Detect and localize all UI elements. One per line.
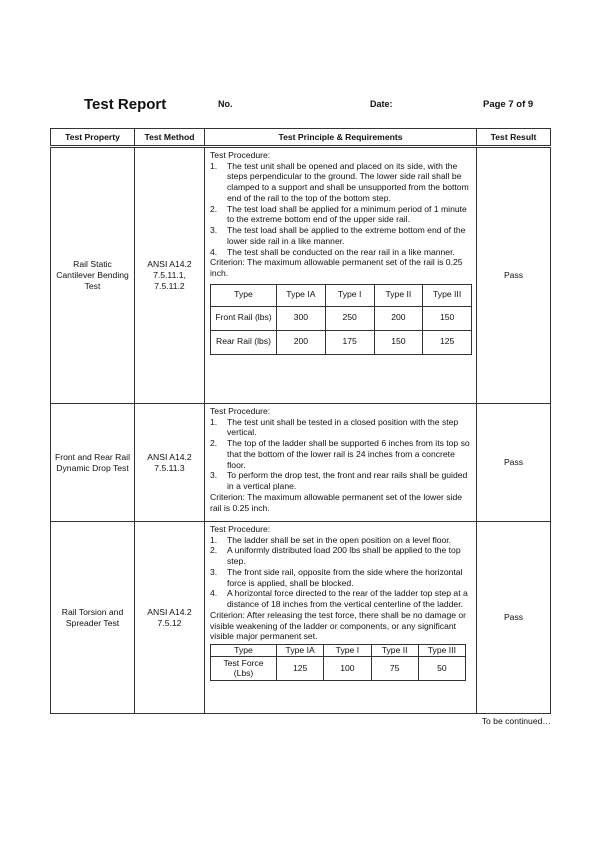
subtable-row [211,657,466,681]
report-number-label: No. [218,99,233,109]
criterion-text: Criterion: After releasing the test force, there shall be no damage or visible weakening of the ladder or components, or any significant visible major permanent set. [210,609,467,642]
procedure-step: 1. The ladder shall be set in the open position on a level floor. [210,534,452,545]
procedure-step: 2. The top of the ladder shall be supported 6 inches from its top so that the bottom of the lower rail is 24 inches from a concrete floor. [210,438,470,470]
procedure-step: 4. A horizontal force directed to the rear of the ladder top step at a distance of 18 inches from the vertical centerline of the ladder. [210,588,468,610]
subtable-cell: 125 [277,657,324,681]
continued-note: To be continued… [481,716,551,726]
procedure-step: 1. The test unit shall be tested in a closed position with the step vertical. [210,416,459,438]
subtable-header-cell: Type I [324,645,371,657]
subtable-header-row [211,645,466,657]
subtable-header-cell: Type [211,645,277,657]
load-subtable [210,284,472,355]
test-result-cell: Pass [477,404,551,522]
criterion-text: Criterion: The maximum allowable permanent set of the lower side rail is 0.25 inch. [210,491,463,513]
test-result-cell: Pass [477,522,551,714]
procedure-step: 1. The test unit shall be opened and placed on its side, with the steps perpendicular to the ground. The lower side rail shall be clamped to a support and shall be unsupported from the bottom end of the rail to the top of the bottom step. [210,160,469,203]
procedure-steps [210,161,472,258]
subtable-cell: Test Force (Lbs) [211,657,277,681]
subtable-cell: 175 [325,330,374,354]
report-title: Test Report [84,96,167,113]
procedure-label: Test Procedure: [210,150,271,160]
procedure-steps [210,417,472,492]
test-result-cell: Pass [477,147,551,404]
subtable-cell: 200 [374,306,423,330]
subtable-cell: 250 [325,306,374,330]
procedure-step: 2. A uniformly distributed load 200 lbs shall be applied to the top step. [210,545,461,567]
page-indicator: Page 7 of 9 [483,99,534,110]
subtable-cell: 100 [324,657,371,681]
subtable-cell: Front Rail (lbs) [211,306,277,330]
force-subtable [210,644,466,681]
test-method-cell: ANSI A14.2 7.5.12 [135,522,205,714]
test-principle-cell [205,522,477,714]
procedure-label: Test Procedure: [210,406,271,416]
procedure-step: 3. To perform the drop test, the front and rear rails shall be guided in a vertical plane. [210,470,468,492]
subtable-header-cell: Type II [374,284,423,306]
column-header-test-method: Test Method [135,129,205,147]
subtable-cell: 300 [277,306,326,330]
column-header-test-property: Test Property [51,129,135,147]
subtable-header-row [211,284,472,306]
test-property-cell: Front and Rear Rail Dynamic Drop Test [51,404,135,522]
subtable-row [211,306,472,330]
procedure-step: 2. The test load shall be applied for a minimum period of 1 minute to the extreme bottom end of the upper side rail. [210,203,467,225]
test-method-cell: ANSI A14.2 7.5.11.3 [135,404,205,522]
procedure-step: 3. The test load shall be applied to the extreme bottom end of the lower side rail in a like manner. [210,225,466,246]
test-method-cell: ANSI A14.2 7.5.11.1, 7.5.11.2 [135,147,205,404]
subtable-row [211,330,472,354]
subtable-header-cell: Type IA [277,284,326,306]
test-results-table [50,128,551,714]
subtable-header-cell: Type II [371,645,418,657]
subtable-cell: 50 [418,657,465,681]
subtable-header-cell: Type III [418,645,465,657]
table-row [51,404,551,522]
report-date-label: Date: [370,99,393,109]
procedure-label: Test Procedure: [210,524,271,534]
subtable-cell: 200 [277,330,326,354]
subtable-cell: 75 [371,657,418,681]
subtable-cell: Rear Rail (lbs) [211,330,277,354]
column-header-test-result: Test Result [477,129,551,147]
test-principle-cell [205,147,477,404]
table-header-row [51,129,551,147]
subtable-cell: 125 [423,330,472,354]
subtable-cell: 150 [374,330,423,354]
table-row [51,522,551,714]
procedure-step: 4. The test shall be conducted on the rear rail in a like manner. [210,246,455,257]
test-principle-cell [205,404,477,522]
procedure-step: 3. The front side rail, opposite from the side where the horizontal force is applied, shall be blocked. [210,566,463,588]
criterion-text: Criterion: The maximum allowable permanent set of the rail is 0.25 inch. [210,257,463,279]
subtable-cell: 150 [423,306,472,330]
subtable-header-cell: Type I [325,284,374,306]
report-header [0,0,600,130]
subtable-header-cell: Type [211,284,277,306]
column-header-test-principle: Test Principle & Requirements [205,129,477,147]
table-row [51,147,551,404]
procedure-steps [210,535,472,610]
test-property-cell: Rail Static Cantilever Bending Test [51,147,135,404]
test-property-cell: Rail Torsion and Spreader Test [51,522,135,714]
subtable-header-cell: Type IA [277,645,324,657]
subtable-header-cell: Type III [423,284,472,306]
